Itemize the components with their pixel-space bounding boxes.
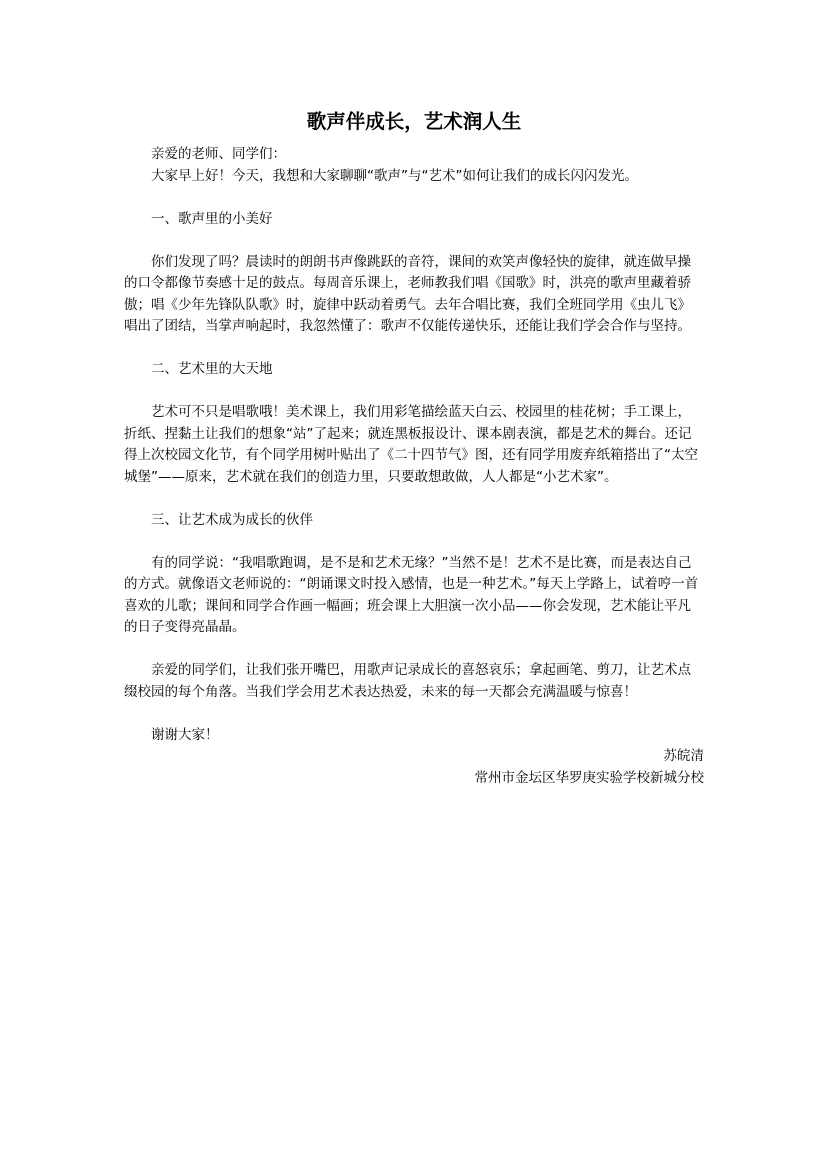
document-body [124, 108, 704, 789]
section-heading-3: 三、让艺术成为成长的伙伴 [151, 511, 313, 528]
closing-paragraph: 亲爱的同学们，让我们张开嘴巴，用歌声记录成长的喜怒哀乐；拿起画笔、剪刀，让艺术点缀校园的每个角落。当我们学会用艺术表达热爱，未来的每一天都会充满温暖与惊喜！ [124, 662, 691, 700]
school-name: 常州市金坛区华罗庚实验学校新城分校 [474, 769, 704, 786]
section-body-2: 艺术可不只是唱歌哦！美术课上，我们用彩笔描绘蓝天白云、校园里的桂花树；手工课上，折纸、捏黏土让我们的想象“站”了起来；就连黑板报设计、课本剧表演，都是艺术的舞台。还记得上次校园文化节，有个同学用树叶贴出了《二十四节气》图，还有同学用废弃纸箱搭出了“太空城堡”——原来，艺术就在我们的创造力里，只要敢想敢做，人人都是“小艺术家”。 [124, 404, 698, 485]
section-heading-2: 二、艺术里的大天地 [151, 361, 273, 377]
document-title: 歌声伴成长，艺术润人生 [306, 110, 522, 133]
opening-paragraph: 大家早上好！今天，我想和大家聊聊“歌声”与“艺术”如何让我们的成长闪闪发光。 [151, 167, 638, 184]
thanks-line: 谢谢大家！ [151, 726, 219, 743]
section-body-1: 你们发现了吗？晨读时的朗朗书声像跳跃的音符，课间的欢笑声像轻快的旋律，就连做早操的口令都像节奏感十足的鼓点。每周音乐课上，老师教我们唱《国歌》时，洪亮的歌声里藏着骄傲；唱《少年先锋队队歌》时，旋律中跃动着勇气。去年合唱比赛，我们全班同学用《虫儿飞》唱出了团结，当掌声响起时，我忽然懂了：歌声不仅能传递快乐，还能让我们学会合作与坚持。 [124, 253, 691, 334]
section-body-3: 有的同学说：“我唱歌跑调，是不是和艺术无缘？”当然不是！艺术不是比赛，而是表达自己的方式。就像语文老师说的：“朗诵课文时投入感情，也是一种艺术。”每天上学路上，试着哼一首喜欢的儿歌；课间和同学合作画一幅画；班会课上大胆演一次小品——你会发现，艺术能让平凡的日子变得亮晶晶。 [124, 554, 699, 635]
author-name: 苏皖清 [663, 748, 704, 764]
greeting: 亲爱的老师、同学们： [151, 146, 286, 162]
section-heading-1: 一、歌声里的小美好 [151, 210, 273, 227]
